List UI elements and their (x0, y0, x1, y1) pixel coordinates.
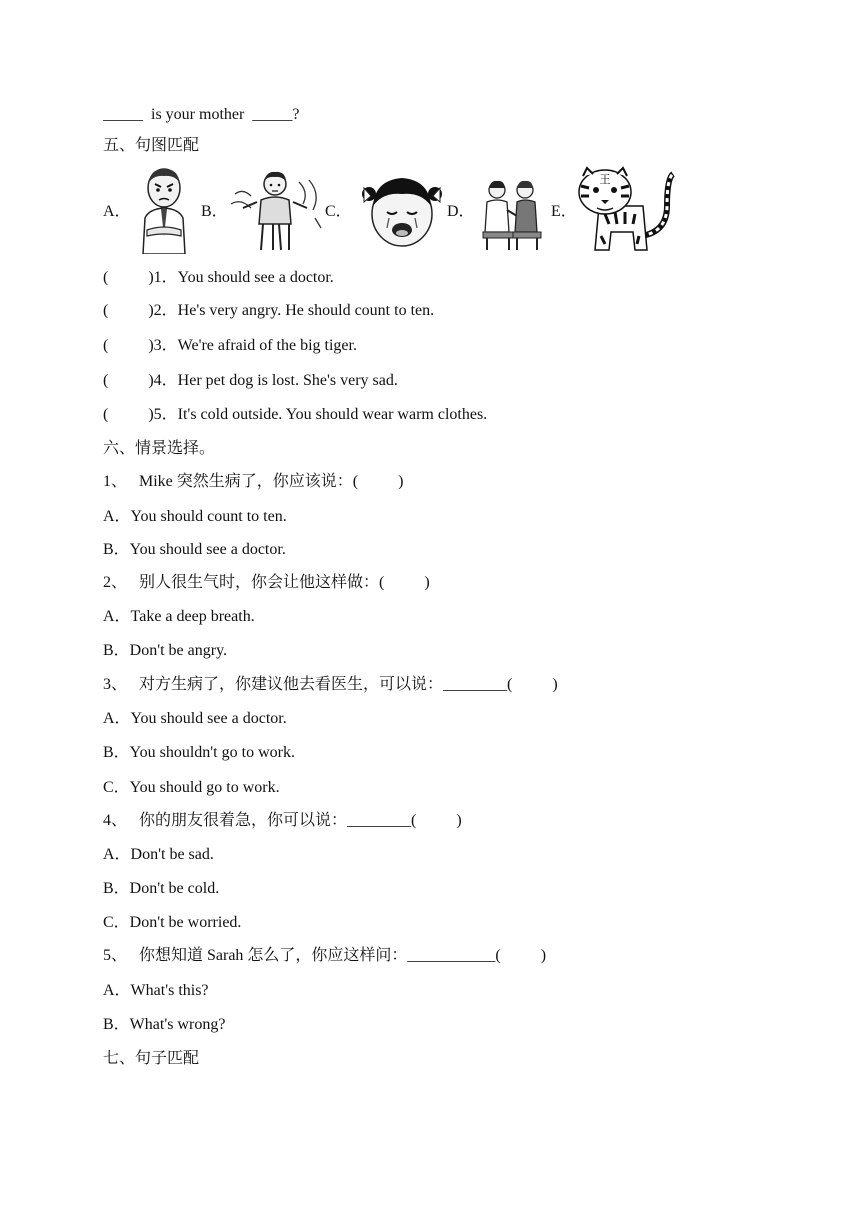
s6-question-3: 3、 对方生病了，你建议他去看医生，可以说：________( ) (103, 676, 558, 693)
s6-q4-option-a: A．Don't be sad. (103, 846, 214, 863)
s6-q1-option-a: A．You should count to ten. (103, 508, 287, 525)
picture-a-angry-man (131, 166, 197, 254)
section-7-title: 七、句子匹配 (103, 1050, 200, 1067)
s6-question-5: 5、 你想知道 Sarah 怎么了，你应这样问：___________( ) (103, 947, 547, 964)
s6-q3-option-a: A．You should see a doctor. (103, 710, 287, 727)
s6-q2-option-b: B．Don't be angry. (103, 642, 228, 659)
s6-q3-option-b: B．You shouldn't go to work. (103, 744, 295, 761)
s6-q1-option-b: B．You should see a doctor. (103, 541, 286, 558)
s5-question-2: ( )2．He's very angry. He should count to ten. (103, 302, 435, 319)
picture-label-b: B． (201, 203, 228, 220)
picture-e-tiger (575, 166, 675, 254)
picture-label-d: D． (447, 203, 475, 220)
picture-label-c: C． (325, 203, 352, 220)
picture-b-cold-boy (229, 168, 325, 254)
s6-q3-option-c: C．You should go to work. (103, 779, 280, 796)
s6-question-2: 2、 别人很生气时，你会让他这样做：( ) (103, 574, 430, 591)
picture-options-row (103, 166, 703, 256)
tiger-forehead-mark: 王 (599, 173, 611, 186)
picture-c-crying-girl (361, 172, 443, 252)
s5-question-5: ( )5．It's cold outside. You should wear warm clothes. (103, 406, 488, 423)
s6-q5-option-b: B．What's wrong? (103, 1016, 226, 1033)
s6-q4-option-b: B．Don't be cold. (103, 880, 220, 897)
s5-question-3: ( )3．We're afraid of the big tiger. (103, 337, 357, 354)
picture-label-a: A． (103, 203, 131, 220)
s5-question-4: ( )4．Her pet dog is lost. She's very sad. (103, 372, 398, 389)
picture-label-e: E． (551, 203, 577, 220)
s6-q2-option-a: A．Take a deep breath. (103, 608, 255, 625)
s6-q5-option-a: A．What's this? (103, 982, 209, 999)
picture-d-doctor-patient (479, 176, 545, 252)
s5-question-1: ( )1．You should see a doctor. (103, 269, 334, 286)
section-6-title: 六、情景选择。 (103, 440, 216, 457)
s6-q4-option-c: C．Don't be worried. (103, 914, 242, 931)
s6-question-4: 4、 你的朋友很着急，你可以说：________( ) (103, 812, 462, 829)
section-5-title: 五、句图匹配 (103, 137, 200, 154)
fill-blank-question: _____ is your mother _____? (103, 106, 300, 123)
s6-question-1: 1、 Mike 突然生病了，你应该说：( ) (103, 473, 404, 490)
